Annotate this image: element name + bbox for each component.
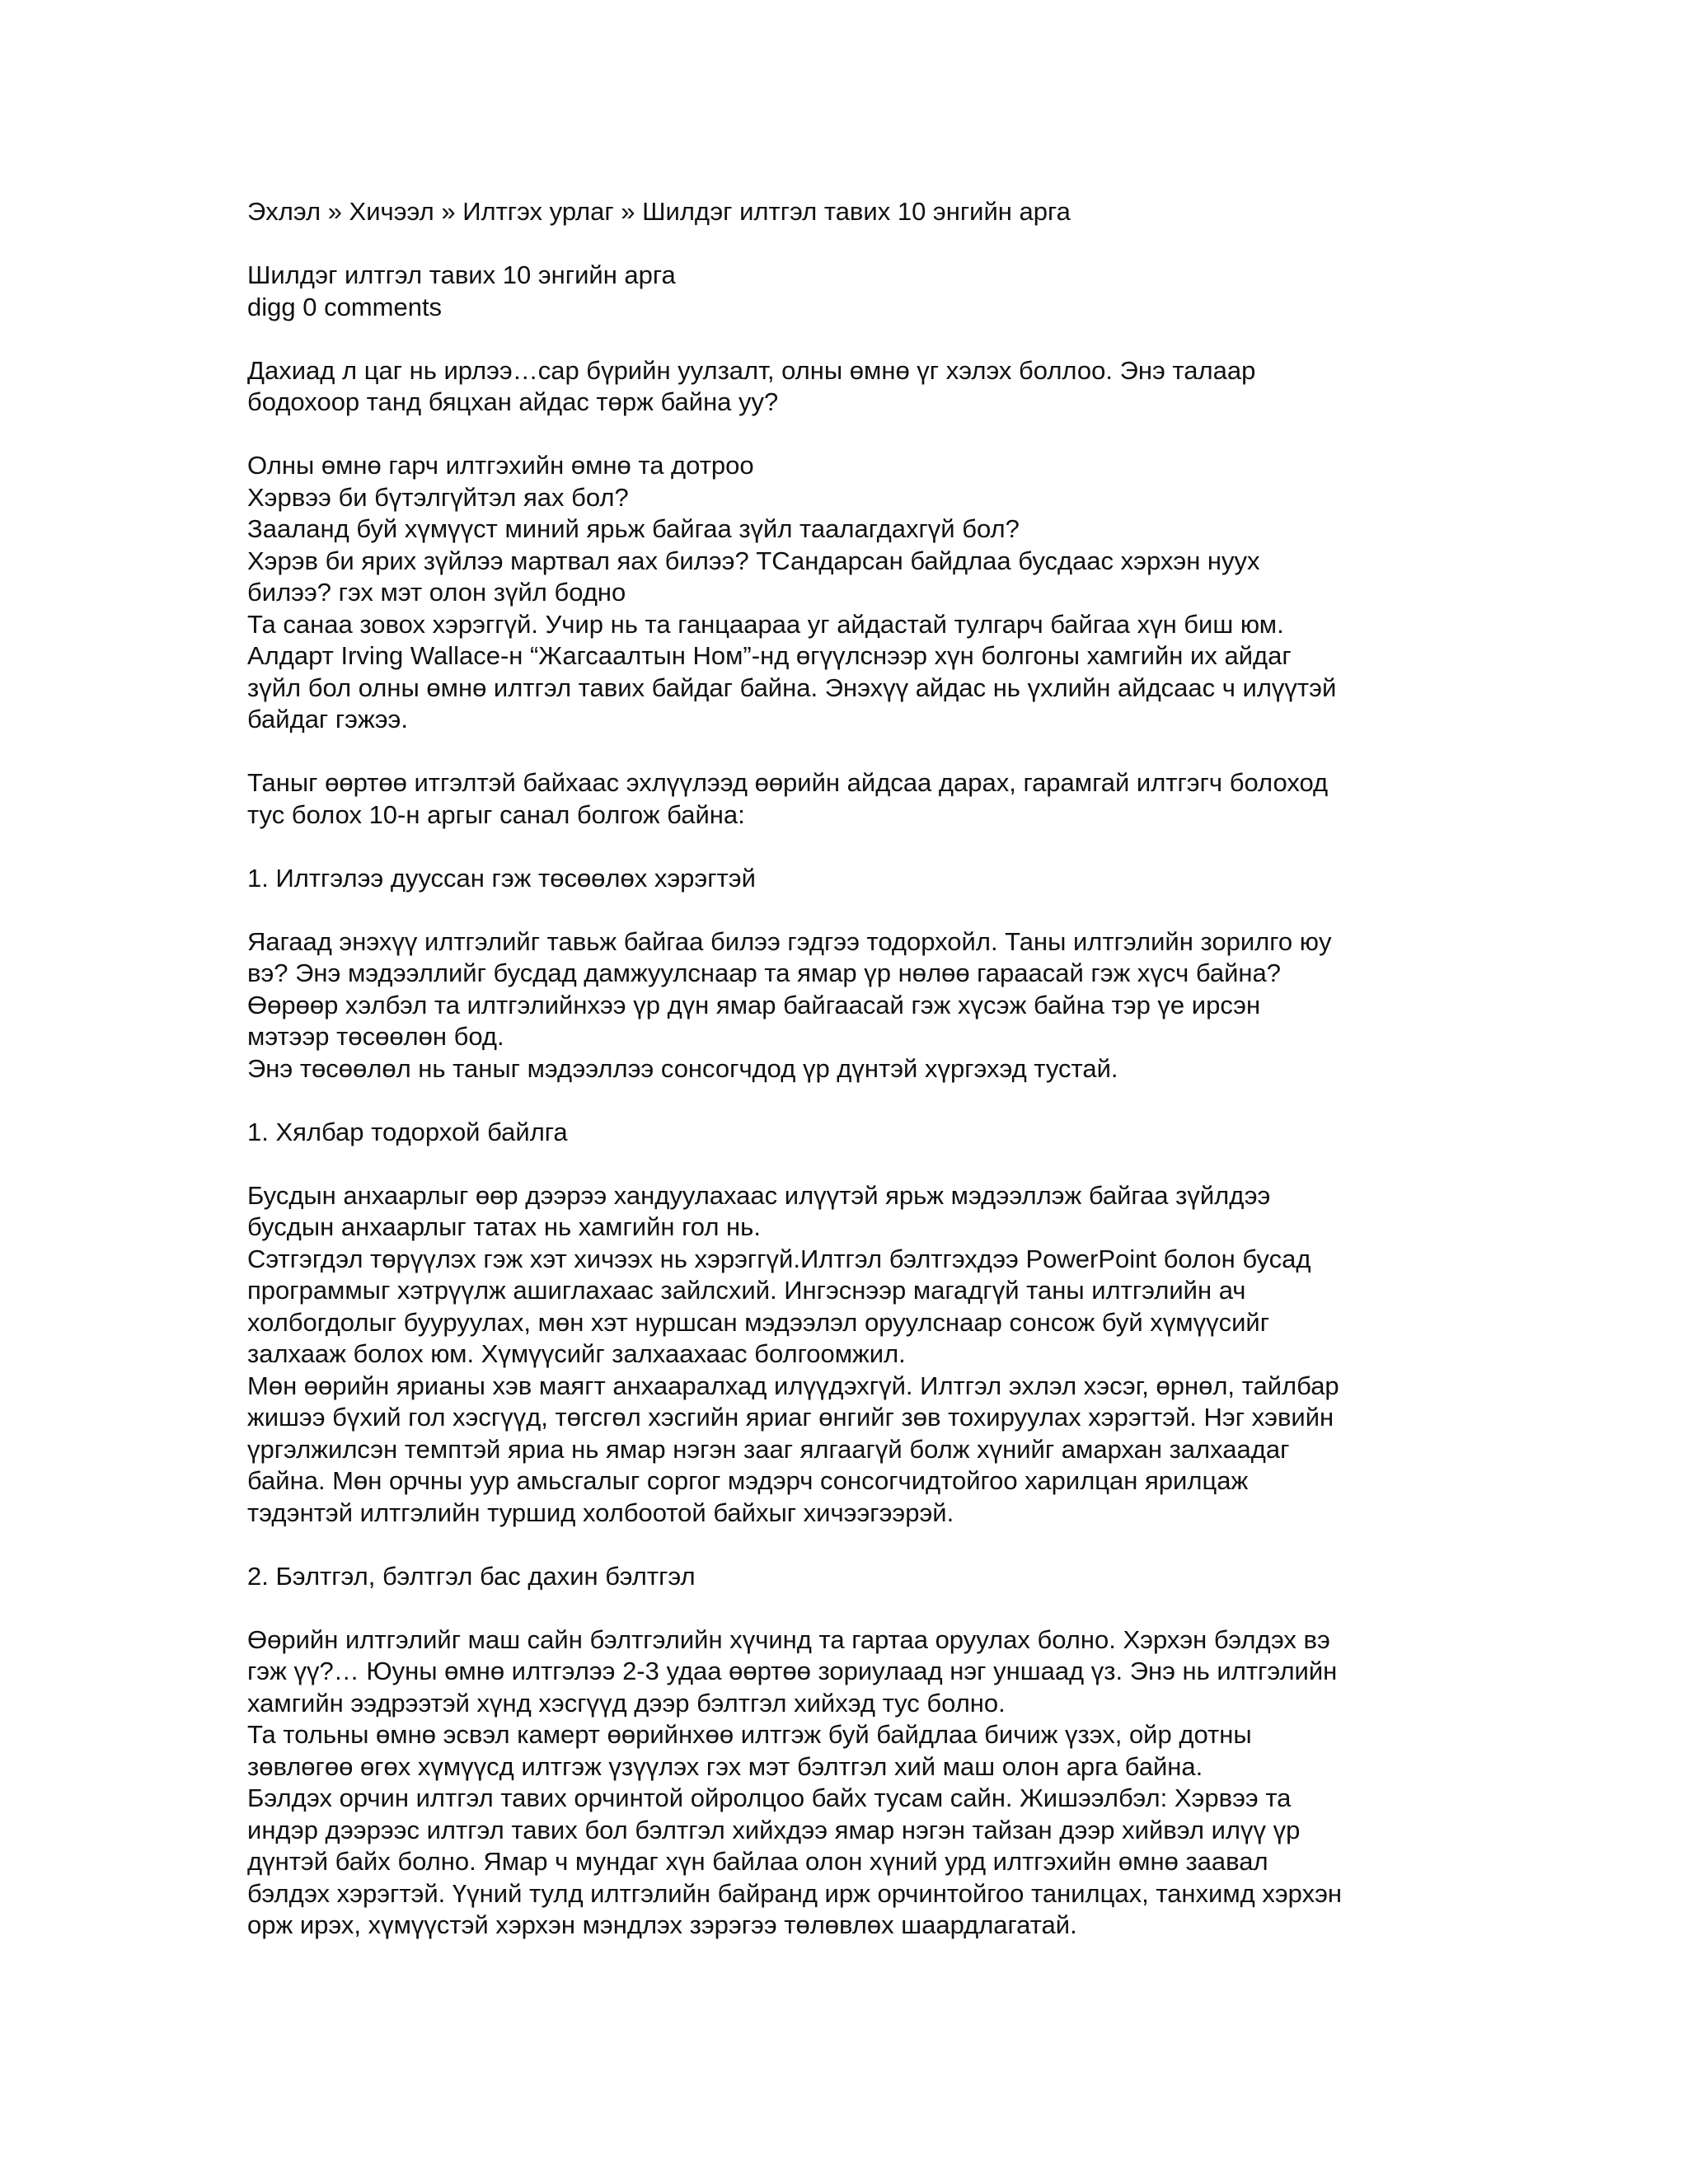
paragraph-line: тус болох 10-н аргыг санал болгож байна:: [247, 799, 745, 829]
paragraph-line: байдаг гэжээ.: [247, 705, 408, 733]
paragraph-line: Энэ төсөөлөл нь таныг мэдээллээ сонсогчдод үр дүнтэй хүргэхэд тустай.: [247, 1053, 1118, 1083]
paragraph-line: Зааланд буй хүмүүст миний ярьж байгаа зүйл таалагдахгүй бол?: [247, 514, 1020, 543]
paragraph-line: бусдын анхаарлыг татах нь хамгийн гол нь.: [247, 1212, 761, 1241]
section-heading: 1. Илтгэлээ дууссан гэж төсөөлөх хэрэгтэй: [247, 863, 756, 893]
spacer: [247, 736, 1484, 768]
paragraph-line: мэтээр төсөөлөн бод.: [247, 1022, 504, 1051]
document-page: [247, 196, 1484, 1942]
section-heading: 1. Хялбар тодорхой байлга: [247, 1117, 568, 1146]
article-meta: digg 0 comments: [247, 292, 443, 321]
paragraph-line: билээ? гэх мэт олон зүйл бодно: [247, 578, 626, 607]
paragraph-line: Бэлдэх орчин илтгэл тавих орчинтой ойролцоо байх тусам сайн. Жишээлбэл: Хэрвээ та: [247, 1783, 1292, 1812]
spacer: [247, 419, 1484, 451]
paragraph-line: Өөрөөр хэлбэл та илтгэлийнхээ үр дүн ямар байгаасай гэж хүсэж байна тэр үе ирсэн: [247, 990, 1261, 1019]
paragraph-line: Дахиад л цаг нь ирлээ…сар бүрийн уулзалт, олны өмнө үг хэлэх боллоо. Энэ талаар: [247, 355, 1256, 385]
paragraph-line: хамгийн ээдрээтэй хүнд хэсгүүд дээр бэлтгэл хийхэд тус болно.: [247, 1688, 1006, 1718]
paragraph-line: жишээ бүхий гол хэсгүүд, төгсгөл хэсгийн яриаг өнгийг зөв тохируулах хэрэгтэй. Нэг хэвийн: [247, 1403, 1334, 1432]
spacer: [247, 894, 1484, 926]
spacer: [247, 1085, 1484, 1117]
paragraph-line: Алдарт Irving Wallace-н “Жагсаалтын Ном”-нд өгүүлснээр хүн болгоны хамгийн их айдаг: [247, 641, 1292, 670]
paragraph-line: Та санаа зовох хэрэггүй. Учир нь та ганцаараа уг айдастай тулгарч байгаа хүн биш юм.: [247, 609, 1284, 639]
spacer: [247, 323, 1484, 355]
paragraph-line: бодохоор танд бяцхан айдас төрж байна уу?: [247, 387, 779, 416]
paragraph-line: зөвлөгөө өгөх хүмүүсд илтгэж үзүүлэх гэх мэт бэлтгэл хий маш олон арга байна.: [247, 1751, 1203, 1781]
section-heading: 2. Бэлтгэл, бэлтгэл бас дахин бэлтгэл: [247, 1561, 696, 1591]
paragraph-line: орж ирэх, хүмүүстэй хэрхэн мэндлэх зэрэгээ төлөвлөх шаардлагатай.: [247, 1910, 1077, 1939]
spacer: [247, 1529, 1484, 1561]
paragraph-line: холбогдолыг бууруулах, мөн хэт нуршсан мэдээлэл оруулснаар сонсож буй хүмүүсийг: [247, 1307, 1270, 1337]
paragraph-line: дүнтэй байх болно. Ямар ч мундаг хүн байлаа олон хүний урд илтгэхийн өмнө заавал: [247, 1847, 1268, 1876]
paragraph-line: залхааж болох юм. Хүмүүсийг залхаахаас болгоомжил.: [247, 1339, 906, 1368]
paragraph-line: Таныг өөртөө итгэлтэй байхаас эхлүүлээд өөрийн айдсаа дарах, гарамгай илтгэгч болоход: [247, 768, 1329, 797]
paragraph-line: зүйл бол олны өмнө илтгэл тавих байдаг байна. Энэхүү айдас нь үхлийн айдсаас ч илүүтэй: [247, 673, 1337, 702]
spacer: [247, 228, 1484, 260]
paragraph-line: Сэтгэгдэл төрүүлэх гэж хэт хичээх нь хэрэггүй.Илтгэл бэлтгэхдээ PowerPoint болон бусад: [247, 1244, 1311, 1273]
paragraph-line: тэдэнтэй илтгэлийн туршид холбоотой байхыг хичээгээрэй.: [247, 1497, 954, 1527]
paragraph-line: вэ? Энэ мэдээллийг бусдад дамжуулснаар та ямар үр нөлөө гараасай гэж хүсч байна?: [247, 958, 1282, 987]
paragraph-line: үргэлжилсэн темптэй яриа нь ямар нэгэн зааг ялгаагүй болж хүнийг амархан залхаадаг: [247, 1434, 1290, 1464]
paragraph-line: Бусдын анхаарлыг өөр дээрээ хандуулахаас илүүтэй ярьж мэдээллэж байгаа зүйлдээ: [247, 1180, 1271, 1210]
paragraph-line: индэр дээрээс илтгэл тавих бол бэлтгэл хийхдээ ямар нэгэн тайзан дээр хийвэл илүү үр: [247, 1815, 1301, 1844]
spacer: [247, 1592, 1484, 1624]
paragraph-line: Яагаад энэхүү илтгэлийг тавьж байгаа билээ гэдгээ тодорхойл. Таны илтгэлийн зорилго юу: [247, 926, 1332, 956]
paragraph-line: байна. Мөн орчны уур амьсгалыг соргог мэдэрч сонсогчидтойгоо харилцан ярилцаж: [247, 1466, 1249, 1495]
paragraph-line: Хэрэв би ярих зүйлээ мартвал яах билээ? ТСандарсан байдлаа бусдаас хэрхэн нуух: [247, 546, 1260, 575]
paragraph-line: бэлдэх хэрэгтэй. Үүний тулд илтгэлийн байранд ирж орчинтойгоо танилцах, танхимд хэрхэн: [247, 1878, 1343, 1908]
paragraph-line: Хэрвээ би бүтэлгүйтэл яах бол?: [247, 482, 629, 512]
breadcrumb: Эхлэл » Хичээл » Илтгэх урлаг » Шилдэг илтгэл тавих 10 энгийн арга: [247, 197, 1071, 226]
paragraph-line: Өөрийн илтгэлийг маш сайн бэлтгэлийн хүчинд та гартаа оруулах болно. Хэрхэн бэлдэх вэ: [247, 1624, 1330, 1654]
spacer: [247, 1148, 1484, 1180]
paragraph-line: Та тольны өмнө эсвэл камерт өөрийнхөө илтгэж буй байдлаа бичиж үзэх, ойр дотны: [247, 1720, 1252, 1749]
paragraph-line: гэж үү?… Юуны өмнө илтгэлээ 2-3 удаа өөртөө зориулаад нэг уншаад үз. Энэ нь илтгэлийн: [247, 1657, 1338, 1685]
paragraph-line: Олны өмнө гарч илтгэхийн өмнө та дотроо: [247, 451, 754, 480]
article-title: Шилдэг илтгэл тавих 10 энгийн арга: [247, 260, 676, 289]
spacer: [247, 831, 1484, 863]
paragraph-line: Мөн өөрийн ярианы хэв маягт анхааралхад илүүдэхгүй. Илтгэл эхлэл хэсэг, өрнөл, тайлбар: [247, 1371, 1339, 1400]
paragraph-line: программыг хэтрүүлж ашиглахаас зайлсхий. Ингэснээр магадгүй таны илтгэлийн ач: [247, 1276, 1246, 1305]
